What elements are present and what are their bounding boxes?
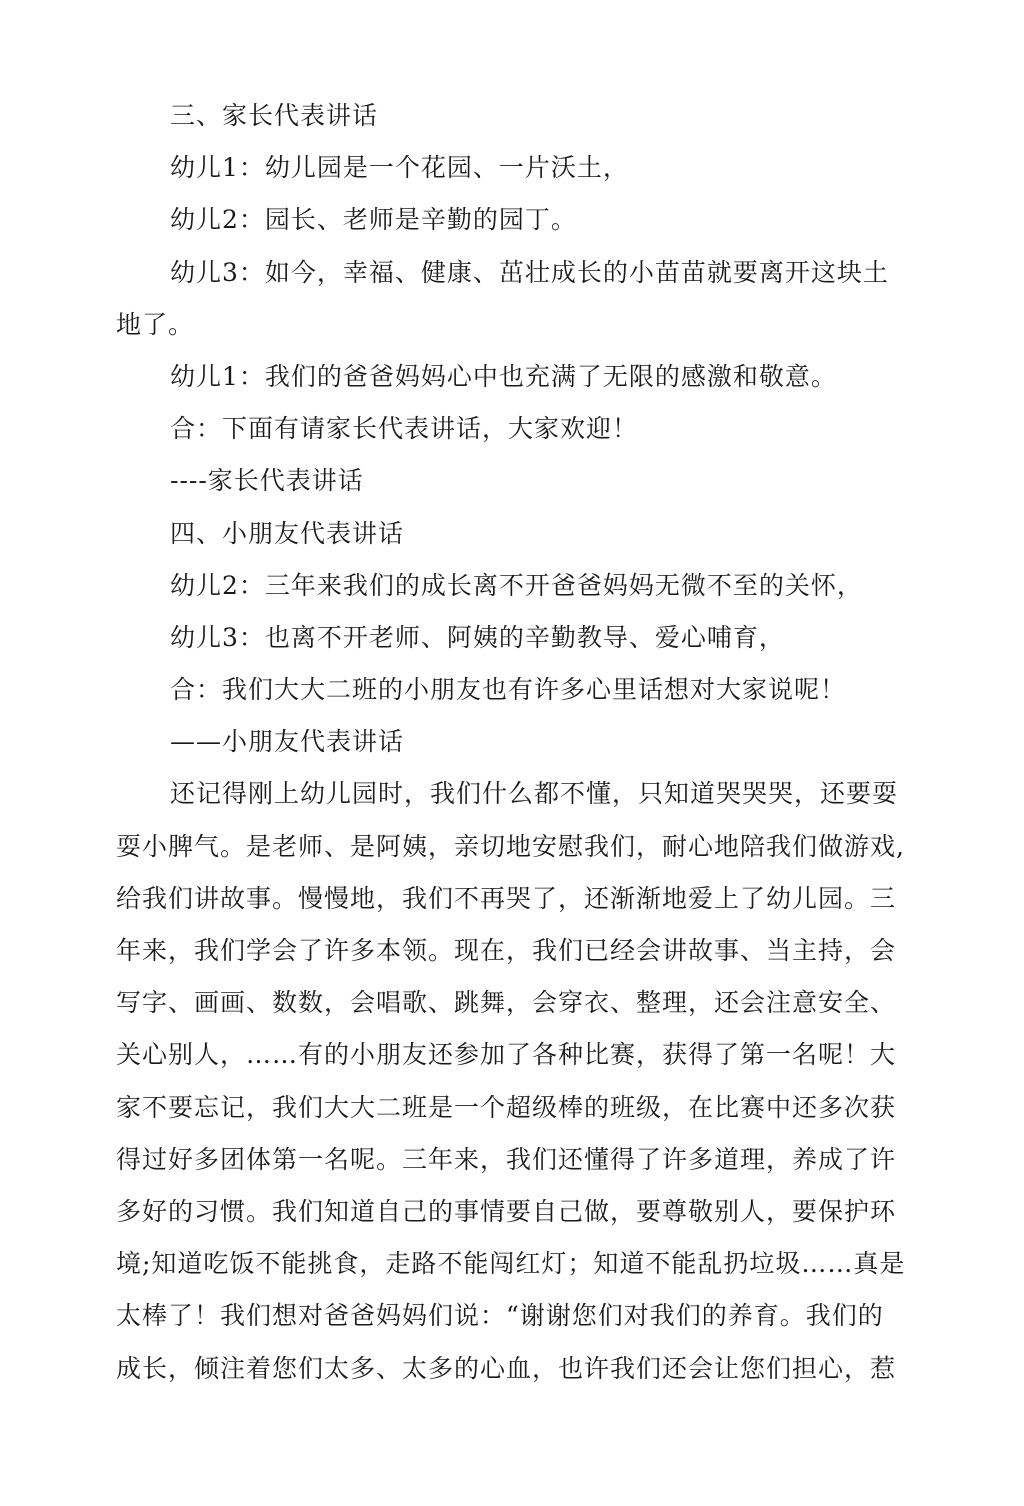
dialogue-line: 幼儿3：如今，幸福、健康、茁壮成长的小苗苗就要离开这块土 <box>170 257 889 287</box>
paragraph-line: 成长，倾注着您们太多、太多的心血，也许我们还会让您们担心，惹 <box>116 1353 897 1383</box>
paragraph-line: 得过好多团体第一名呢。三年来，我们还懂得了许多道理，养成了许 <box>116 1144 897 1174</box>
stage-direction: ----家长代表讲话 <box>170 466 364 496</box>
paragraph-line: 年来，我们学会了许多本领。现在，我们已经会讲故事、当主持，会 <box>116 936 897 965</box>
dialogue-line: 合：我们大大二班的小朋友也有许多心里话想对大家说呢！ <box>170 675 847 705</box>
dialogue-line: 幼儿2：园长、老师是辛勤的园丁。 <box>170 205 577 235</box>
paragraph-line: 给我们讲故事。慢慢地，我们不再哭了，还渐渐地爱上了幼儿园。三 <box>116 883 897 913</box>
dialogue-line: 幼儿2：三年来我们的成长离不开爸爸妈妈无微不至的关怀， <box>170 570 863 600</box>
dialogue-line: 合：下面有请家长代表讲话，大家欢迎！ <box>170 414 639 444</box>
stage-direction: ——小朋友代表讲话 <box>170 727 405 757</box>
section-heading-parent-speech: 三、家长代表讲话 <box>170 101 379 130</box>
paragraph-line: 境;知道吃饭不能挑食，走路不能闯红灯；知道不能乱扔垃圾……真是 <box>116 1249 906 1279</box>
dialogue-line: 幼儿1：幼儿园是一个花园、一片沃土， <box>170 153 629 183</box>
paragraph-line: 太棒了！我们想对爸爸妈妈们说：“谢谢您们对我们的养育。我们的 <box>116 1301 884 1331</box>
paragraph-line: 还记得刚上幼儿园时，我们什么都不懂，只知道哭哭哭，还要耍 <box>170 779 899 809</box>
paragraph-line: 多好的习惯。我们知道自己的事情要自己做，要尊敬别人，要保护环 <box>116 1196 897 1226</box>
dialogue-line: 幼儿1：我们的爸爸妈妈心中也充满了无限的感激和敬意。 <box>170 361 837 391</box>
child-speech-paragraph <box>116 768 906 1394</box>
paragraph-line: 关心别人，……有的小朋友还参加了各种比赛，获得了第一名呢！大 <box>116 1040 897 1070</box>
paragraph-line: 家不要忘记，我们大大二班是一个超级棒的班级，在比赛中还多次获 <box>116 1092 897 1122</box>
section-heading-child-speech: 四、小朋友代表讲话 <box>170 518 405 548</box>
paragraph-line: 耍小脾气。是老师、是阿姨，亲切地安慰我们，耐心地陪我们做游戏, <box>116 831 905 861</box>
paragraph-line: 写字、画画、数数，会唱歌、跳舞，会穿衣、整理，还会注意安全、 <box>116 988 897 1018</box>
dialogue-line: 幼儿3：也离不开老师、阿姨的辛勤教导、爱心哺育， <box>170 622 785 652</box>
document-page <box>116 90 906 1395</box>
dialogue-line-continuation: 地了。 <box>116 309 195 339</box>
